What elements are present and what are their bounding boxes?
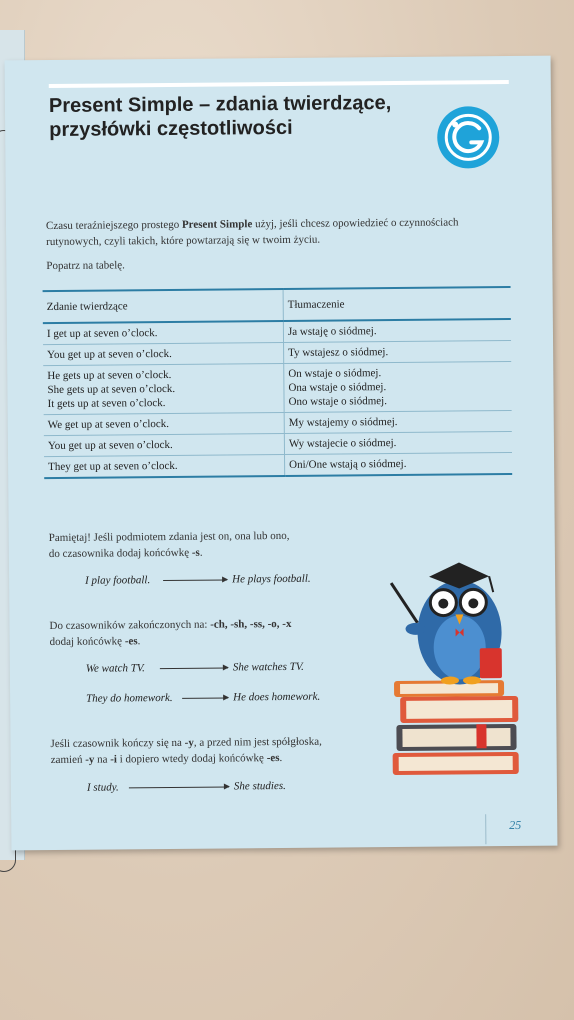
cell-line: It gets up at seven o’clock. [47,397,166,411]
table-row [43,361,511,414]
cell-line: You get up at seven o’clock. [47,347,172,362]
translation-cell [283,319,511,342]
example-3-from: They do homework. [86,691,173,705]
affirmative-cell [44,412,285,435]
column-header-affirmative: Zdanie twierdzące [43,289,284,323]
example-2-to: She watches TV. [232,660,304,674]
cell-line: She gets up at seven o’clock. [47,382,176,397]
cell-line: Wy wstajecie o siódmej. [288,436,397,450]
affirmative-cell [43,342,284,365]
example-1-to: He plays football. [232,572,311,586]
arrow-icon [160,667,228,669]
intro-paragraph: Czasu teraźniejszego prostego Present Simple użyj, jeśli chcesz opowiedzieć o czynnościach rutynowych, czyli takich, które powtarzają się w twoim życiu. [45,216,459,249]
arrow-icon [182,697,228,698]
cell-line: You get up at seven o’clock. [47,438,173,453]
cell-line: Ono wstaje o siódmej. [288,395,387,408]
title-line-2: przysłówki częstotliwości [49,116,293,142]
translation-cell [284,431,512,454]
arrow-icon [163,579,227,581]
g-letter-logo-icon [435,104,502,171]
owl-on-books-icon [371,552,523,803]
table-row [44,452,512,478]
cell-line: He gets up at seven o’clock. [47,368,172,383]
translation-cell [284,361,512,412]
example-4-from: I study. [86,781,119,794]
cell-line: My wstajemy o siódmej. [288,415,398,429]
example-3-to: He does homework. [233,690,321,704]
cell-line: Ja wstaję o siódmej. [287,325,377,338]
note-add-es: Do czasowników zakończonych na: -ch, -sh, -ss, -o, -x dodaj końcówkę -es. [49,617,292,649]
conjugation-table [43,286,513,479]
translation-cell [284,410,512,433]
note-add-s: Pamiętaj! Jeśli podmiotem zdania jest on, ona lub ono, do czasownika dodaj końcówkę -s. [48,529,290,561]
title-line-1: Present Simple – zdania twierdzące, [48,92,392,118]
example-4-to: She studies. [233,779,286,793]
look-at-table: Popatrz na tabelę. [46,259,125,273]
column-header-translation: Tłumaczenie [283,287,511,321]
arrow-icon [129,786,229,788]
cell-line: They get up at seven o’clock. [48,459,178,474]
page-title [49,91,429,142]
example-1-from: I play football. [85,574,151,587]
book-page [5,56,558,851]
example-2-from: We watch TV. [85,662,145,675]
affirmative-cell [44,433,285,456]
cell-line: We get up at seven o’clock. [47,417,170,432]
cell-line: Ty wstajesz o siódmej. [288,346,389,359]
translation-cell [285,452,513,475]
cell-line: Oni/One wstają o siódmej. [289,457,407,471]
affirmative-cell [44,454,285,478]
translation-cell [284,340,512,363]
page-number: 25 [509,817,522,833]
title-rule [49,80,509,88]
affirmative-cell [43,321,284,345]
note-y-to-ies: Jeśli czasownik kończy się na -y, a przed nim jest spółgłoska, zamień -y na -i i dopiero wtedy dodaj końcówkę -es. [50,735,322,767]
cell-line: On wstaje o siódmej. [288,367,382,380]
cell-line: Ona wstaje o siódmej. [288,381,387,394]
cell-line: I get up at seven o’clock. [46,327,158,341]
footer-divider [485,814,486,844]
affirmative-cell [43,363,284,414]
table-header-row [43,287,511,323]
